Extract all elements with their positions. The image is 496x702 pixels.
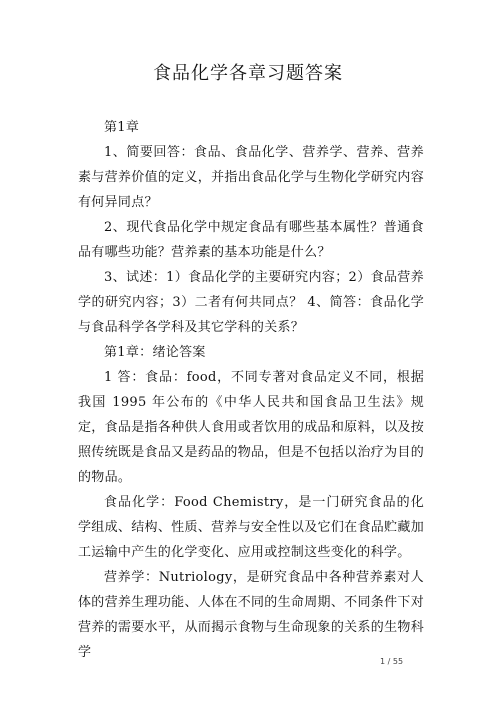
- question-1-paragraph: 1、简要回答：食品、食品化学、营养学、营养、营养素与营养价值的定义，并指出食品化学与生物化学研究内容有何异同点？: [78, 145, 424, 210]
- document-title: 食品化学各章习题答案: [153, 63, 343, 84]
- question-3-4-paragraph: 3、试述：1）食品化学的主要研究内容；2）食品营养学的研究内容；3）二者有何共同点？ 4、简答：食品化学与食品科学各学科及其它学科的关系？: [78, 270, 424, 335]
- answers-heading: 第1章：绪论答案: [104, 345, 206, 360]
- document-body: [78, 115, 424, 665]
- nutriology-definition-paragraph: 营养学：Nutriology，是研究食品中各种营养素对人体的营养生理功能、人体在不同的生命周期、不同条件下对营养的需要水平，从而揭示食物与生命现象的关系的生物科学: [78, 570, 424, 660]
- answer-1-food-paragraph: 1 答：食品：food，不同专著对食品定义不同，根据我国 1995 年公布的《中华人民共和国食品卫生法》规定，食品是指各种供人食用或者饮用的成品和原料，以及按照传统既是食品又是药品的物品，但是不包括以治疗为目的的物品。: [78, 370, 424, 485]
- question-2-paragraph: 2、现代食品化学中规定食品有哪些基本属性？普通食品有哪些功能？营养素的基本功能是什么？: [78, 220, 424, 260]
- page-number: 1 / 55: [380, 657, 404, 666]
- food-chemistry-definition-paragraph: 食品化学：Food Chemistry，是一门研究食品的化学组成、结构、性质、营养与安全性以及它们在食品贮藏加工运输中产生的化学变化、应用或控制这些变化的科学。: [78, 495, 424, 560]
- chapter-heading: 第1章: [104, 120, 140, 135]
